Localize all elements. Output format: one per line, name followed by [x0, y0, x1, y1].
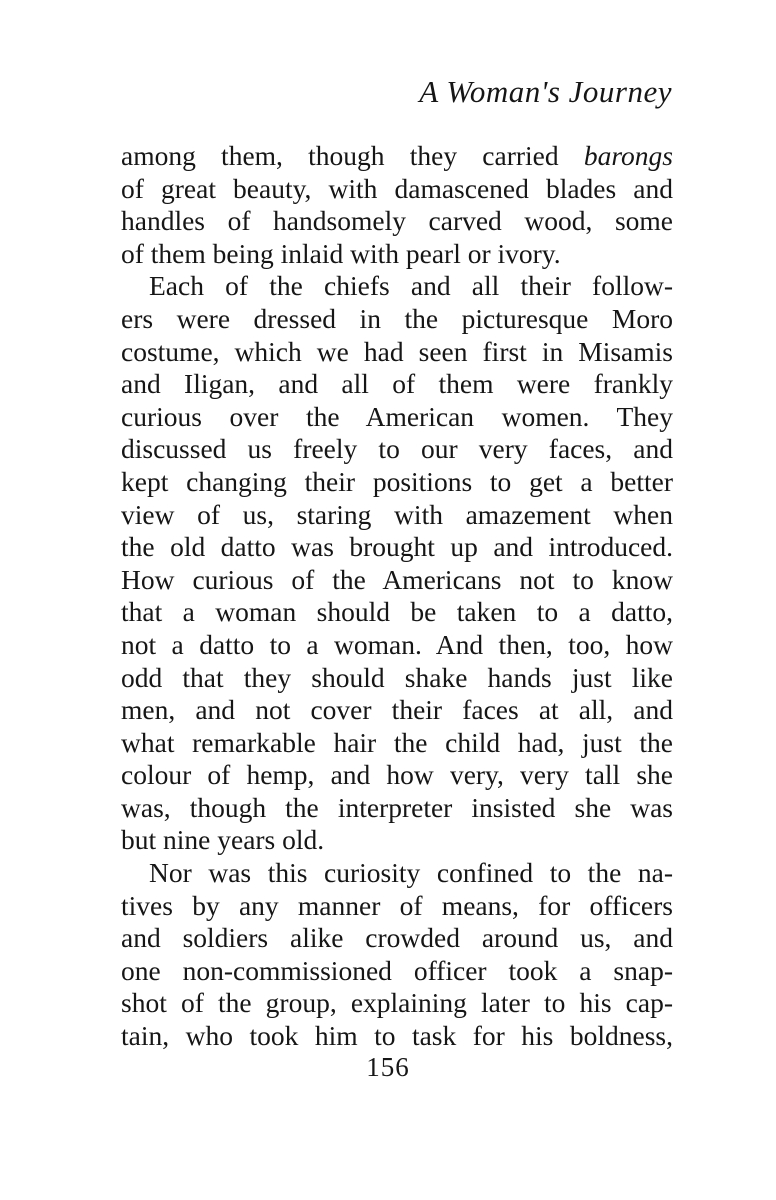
text-line: ers were dressed in the picturesque Moro — [121, 302, 673, 334]
text-line: among them, though they carried barongs — [121, 140, 673, 171]
text-line: was, though the interpreter insisted she was — [121, 791, 673, 823]
text-line: not a datto to a woman. And then, too, how — [121, 628, 673, 660]
italic-word: barongs — [583, 140, 673, 171]
text-line: shot of the group, explaining later to his cap- — [121, 987, 673, 1019]
text-line: of them being inlaid with pearl or ivory. — [121, 237, 561, 269]
text-line: kept changing their positions to get a better — [121, 465, 673, 497]
text-line: tain, who took him to task for his boldness, — [121, 1020, 673, 1052]
running-header-title: A Woman's Journey — [419, 74, 672, 109]
text-line: Nor was this curiosity confined to the na- — [149, 857, 673, 889]
page-number: 156 — [366, 1052, 410, 1082]
text-line: handles of handsomely carved wood, some — [121, 205, 673, 237]
text-line: what remarkable hair the child had, just the — [121, 726, 673, 758]
text-line: view of us, staring with amazement when — [121, 498, 673, 530]
body-text — [121, 140, 673, 1053]
text-line: How curious of the Americans not to know — [121, 563, 673, 595]
text-line: that a woman should be taken to a datto, — [121, 596, 673, 628]
text-line: Each of the chiefs and all their follow- — [149, 270, 673, 302]
text-line: men, and not cover their faces at all, and — [121, 694, 673, 726]
text-line: odd that they should shake hands just like — [121, 661, 673, 693]
text-line: costume, which we had seen first in Misamis — [121, 335, 673, 367]
text-line: and soldiers alike crowded around us, and — [121, 922, 673, 954]
text-line: of great beauty, with damascened blades and — [121, 172, 673, 204]
text-line: the old datto was brought up and introduced. — [121, 531, 673, 563]
text-line: curious over the American women. They — [121, 400, 673, 432]
text-line: but nine years old. — [121, 824, 325, 856]
text-line: one non-commissioned officer took a snap- — [121, 954, 673, 986]
text-line: discussed us freely to our very faces, and — [121, 433, 673, 465]
text-line: tives by any manner of means, for officers — [121, 889, 673, 921]
text-line: colour of hemp, and how very, very tall she — [121, 759, 673, 791]
text-line: and Iligan, and all of them were frankly — [121, 368, 673, 400]
